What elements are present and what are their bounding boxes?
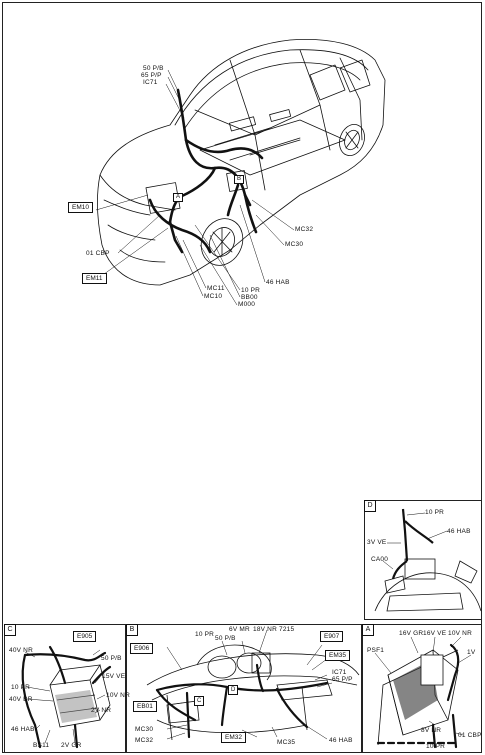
b-connector-em32: EM32 [221,732,246,743]
inset-a [362,624,482,753]
b-connector-7215: 7215 [279,626,295,633]
inset-d-letter: D [364,500,376,512]
c-connector-10vnr: 10V NR [106,692,130,699]
connector-m000: M000 [238,301,256,308]
c-connector-bs11: BS11 [33,742,50,749]
b-connector-ic71: IC71 [332,669,347,676]
a-connector-16vgr: 16V GR [399,630,424,637]
connector-10pr: 10 PR [241,287,261,294]
c-connector-46hab: 46 HAB [11,726,35,733]
a-connector-16vve: 16V VE [423,630,447,637]
module-b-marker: B [234,175,244,184]
inset-b-letter: B [126,624,138,636]
connector-em10: EM10 [68,202,93,213]
c-connector-e905: E905 [73,631,96,642]
b-connector-18vnr: 18V NR [253,626,277,633]
b-connector-mc32: MC32 [135,737,154,744]
b-marker-c: C [194,696,204,706]
b-connector-65pp: 65 P/P [332,676,353,683]
connector-01cbp: 01 CBP [86,250,110,257]
connector-ic71: IC71 [143,79,158,86]
c-connector-2vgr: 2V GR [61,742,82,749]
module-a-marker: A [173,193,183,202]
c-connector-50pb: 50 P/B [101,655,122,662]
a-connector-01cbp: 01 CBP [458,732,482,739]
b-connector-eb01: EB01 [133,701,157,712]
b-connector-mc30: MC30 [135,726,154,733]
d-connector-46hab: 46 HAB [447,528,471,535]
b-connector-10pr: 10 PR [195,631,215,638]
connector-50pb: 50 P/B [143,65,164,72]
c-connector-10pr: 10 PR [11,684,31,691]
b-connector-mc35: MC35 [277,739,296,746]
inset-a-letter: A [362,624,374,636]
b-connector-em35: EM35 [325,650,350,661]
d-connector-10pr: 10 PR [425,509,445,516]
connector-bb00: BB00 [241,294,258,301]
c-connector-2vnr: 2V NR [91,707,112,714]
connector-46hab: 46 HAB [266,279,290,286]
a-connector-psf1: PSF1 [367,647,385,654]
a-connector-10pr: 10 PR [426,743,446,750]
b-marker-d: D [228,685,238,695]
inset-c-letter: C [4,624,16,636]
inset-d [364,500,482,620]
a-connector-8vnr: 8V NR [421,727,442,734]
b-connector-6vmr: 6V MR [229,626,250,633]
connector-em11: EM11 [82,273,107,284]
inset-b [126,624,362,753]
b-connector-e907: E907 [320,631,343,642]
b-connector-e906: E906 [130,643,153,654]
c-connector-40vbr: 40V BR [9,696,33,703]
c-connector-40vnr: 40V NR [9,647,33,654]
d-connector-ca00: CA00 [371,556,389,563]
connector-mc11: MC11 [207,285,225,292]
connector-mc10: MC10 [204,293,223,300]
b-connector-46hab: 46 HAB [329,737,353,744]
a-connector-1v: 1V [467,649,476,656]
a-connector-10vnr: 10V NR [448,630,472,637]
d-connector-3vve: 3V VE [367,539,387,546]
connector-mc32: MC32 [295,226,314,233]
inset-c [4,624,130,753]
connector-mc30: MC30 [285,241,304,248]
c-connector-15vve: 15V VE [102,673,126,680]
connector-65pp: 65 P/P [141,72,162,79]
b-connector-50pb: 50 P/B [215,635,236,642]
